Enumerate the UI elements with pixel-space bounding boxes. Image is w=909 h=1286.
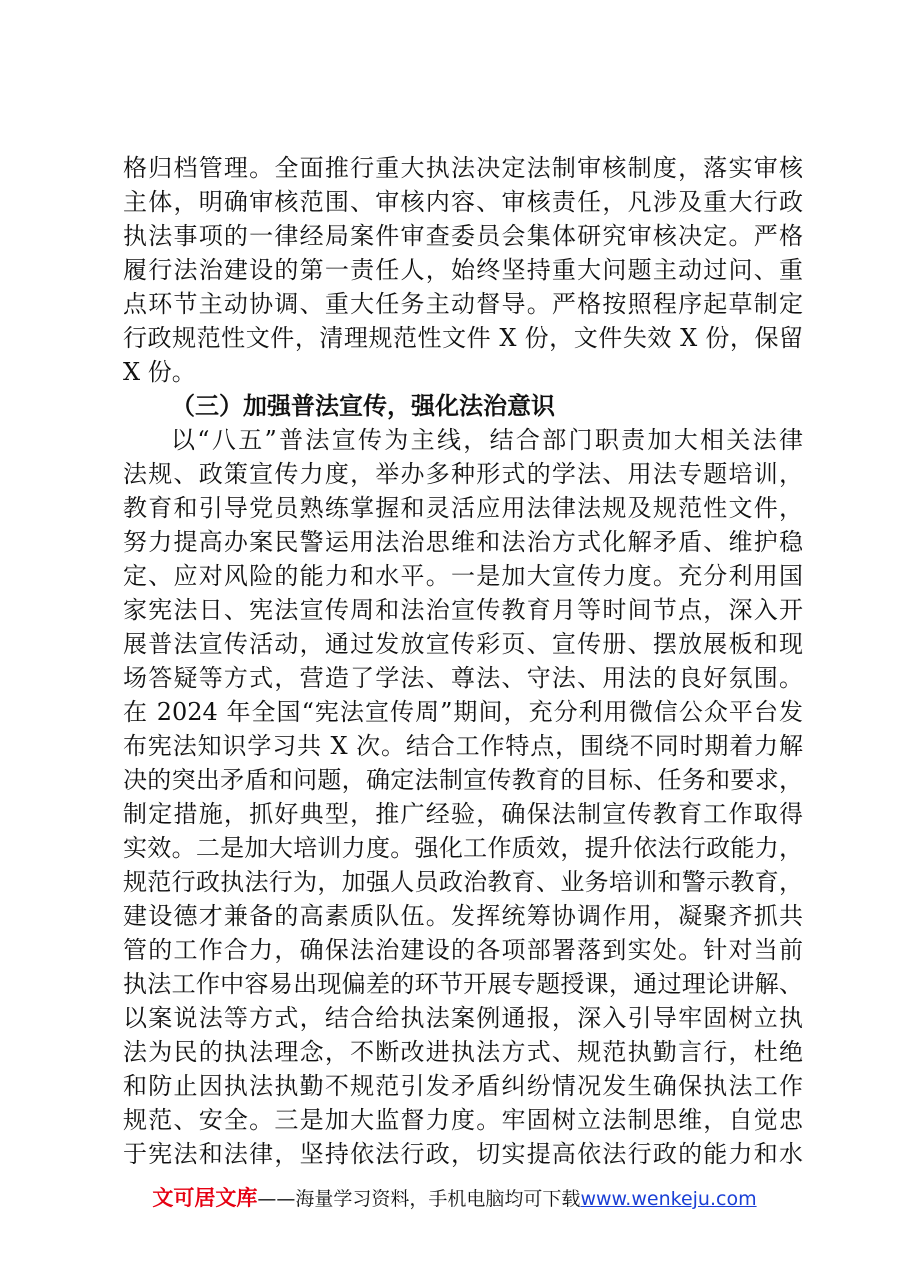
body-line: 格归档管理。全面推行重大执法决定法制审核制度，落实审核	[123, 154, 803, 182]
body-line: 布宪法知识学习共 X 次。结合工作特点，围绕不同时期着力解	[123, 732, 803, 760]
body-line: 实效。二是加大培训力度。强化工作质效，提升依法行政能力，	[123, 834, 803, 862]
footer-site-link[interactable]: www.wenkeju.com	[580, 1188, 757, 1210]
body-line: 履行法治建设的第一责任人，始终坚持重大问题主动过问、重	[123, 256, 803, 284]
body-line: 决的突出矛盾和问题，确定法制宣传教育的目标、任务和要求，	[123, 766, 803, 794]
body-line: 和防止因执法执勤不规范引发矛盾纠纷情况发生确保执法工作	[123, 1072, 803, 1100]
body-line: 展普法宣传活动，通过发放宣传彩页、宣传册、摆放展板和现	[123, 630, 803, 658]
body-line: 以案说法等方式，结合给执法案例通报，深入引导牢固树立执	[123, 1004, 803, 1032]
footer-slogan: ——海量学习资料，手机电脑均可下载	[257, 1188, 581, 1210]
body-line: 规范行政执法行为，加强人员政治教育、业务培训和警示教育，	[123, 868, 803, 896]
body-line: 规范、安全。三是加大监督力度。牢固树立法制思维，自觉忠	[123, 1106, 803, 1134]
body-line: 家宪法日、宪法宣传周和法治宣传教育月等时间节点，深入开	[123, 596, 803, 624]
body-line: 教育和引导党员熟练掌握和灵活应用法律法规及规范性文件，	[123, 494, 803, 522]
body-line: 行政规范性文件，清理规范性文件 X 份，文件失效 X 份，保留	[123, 324, 803, 352]
body-line: 建设德才兼备的高素质队伍。发挥统筹协调作用，凝聚齐抓共	[123, 902, 803, 930]
body-line: 法为民的执法理念，不断改进执法方式、规范执勤言行，杜绝	[123, 1038, 803, 1066]
body-line: 制定措施，抓好典型，推广经验，确保法制宣传教育工作取得	[123, 800, 803, 828]
footer-brand: 文可居文库	[152, 1186, 258, 1210]
body-line: X 份。	[123, 358, 196, 386]
section-heading: （三）加强普法宣传，强化法治意识	[171, 391, 555, 420]
body-line: 执法工作中容易出现偏差的环节开展专题授课，通过理论讲解、	[123, 970, 803, 998]
body-line: 于宪法和法律，坚持依法行政，切实提高依法行政的能力和水	[123, 1140, 803, 1168]
body-line: 以“八五”普法宣传为主线，结合部门职责加大相关法律	[171, 426, 803, 454]
footer-banner	[0, 1184, 909, 1213]
body-line: 点环节主动协调、重大任务主动督导。严格按照程序起草制定	[123, 290, 803, 318]
body-line: 场答疑等方式，营造了学法、尊法、守法、用法的良好氛围。	[123, 664, 803, 692]
body-line: 主体，明确审核范围、审核内容、审核责任，凡涉及重大行政	[123, 188, 803, 216]
body-line: 努力提高办案民警运用法治思维和法治方式化解矛盾、维护稳	[123, 528, 803, 556]
body-line: 法规、政策宣传力度，举办多种形式的学法、用法专题培训，	[123, 460, 803, 488]
body-line: 管的工作合力，确保法治建设的各项部署落到实处。针对当前	[123, 936, 803, 964]
body-line: 执法事项的一律经局案件审查委员会集体研究审核决定。严格	[123, 222, 803, 250]
body-line: 定、应对风险的能力和水平。一是加大宣传力度。充分利用国	[123, 562, 803, 590]
body-line: 在 2024 年全国“宪法宣传周”期间，充分利用微信公众平台发	[123, 698, 803, 726]
